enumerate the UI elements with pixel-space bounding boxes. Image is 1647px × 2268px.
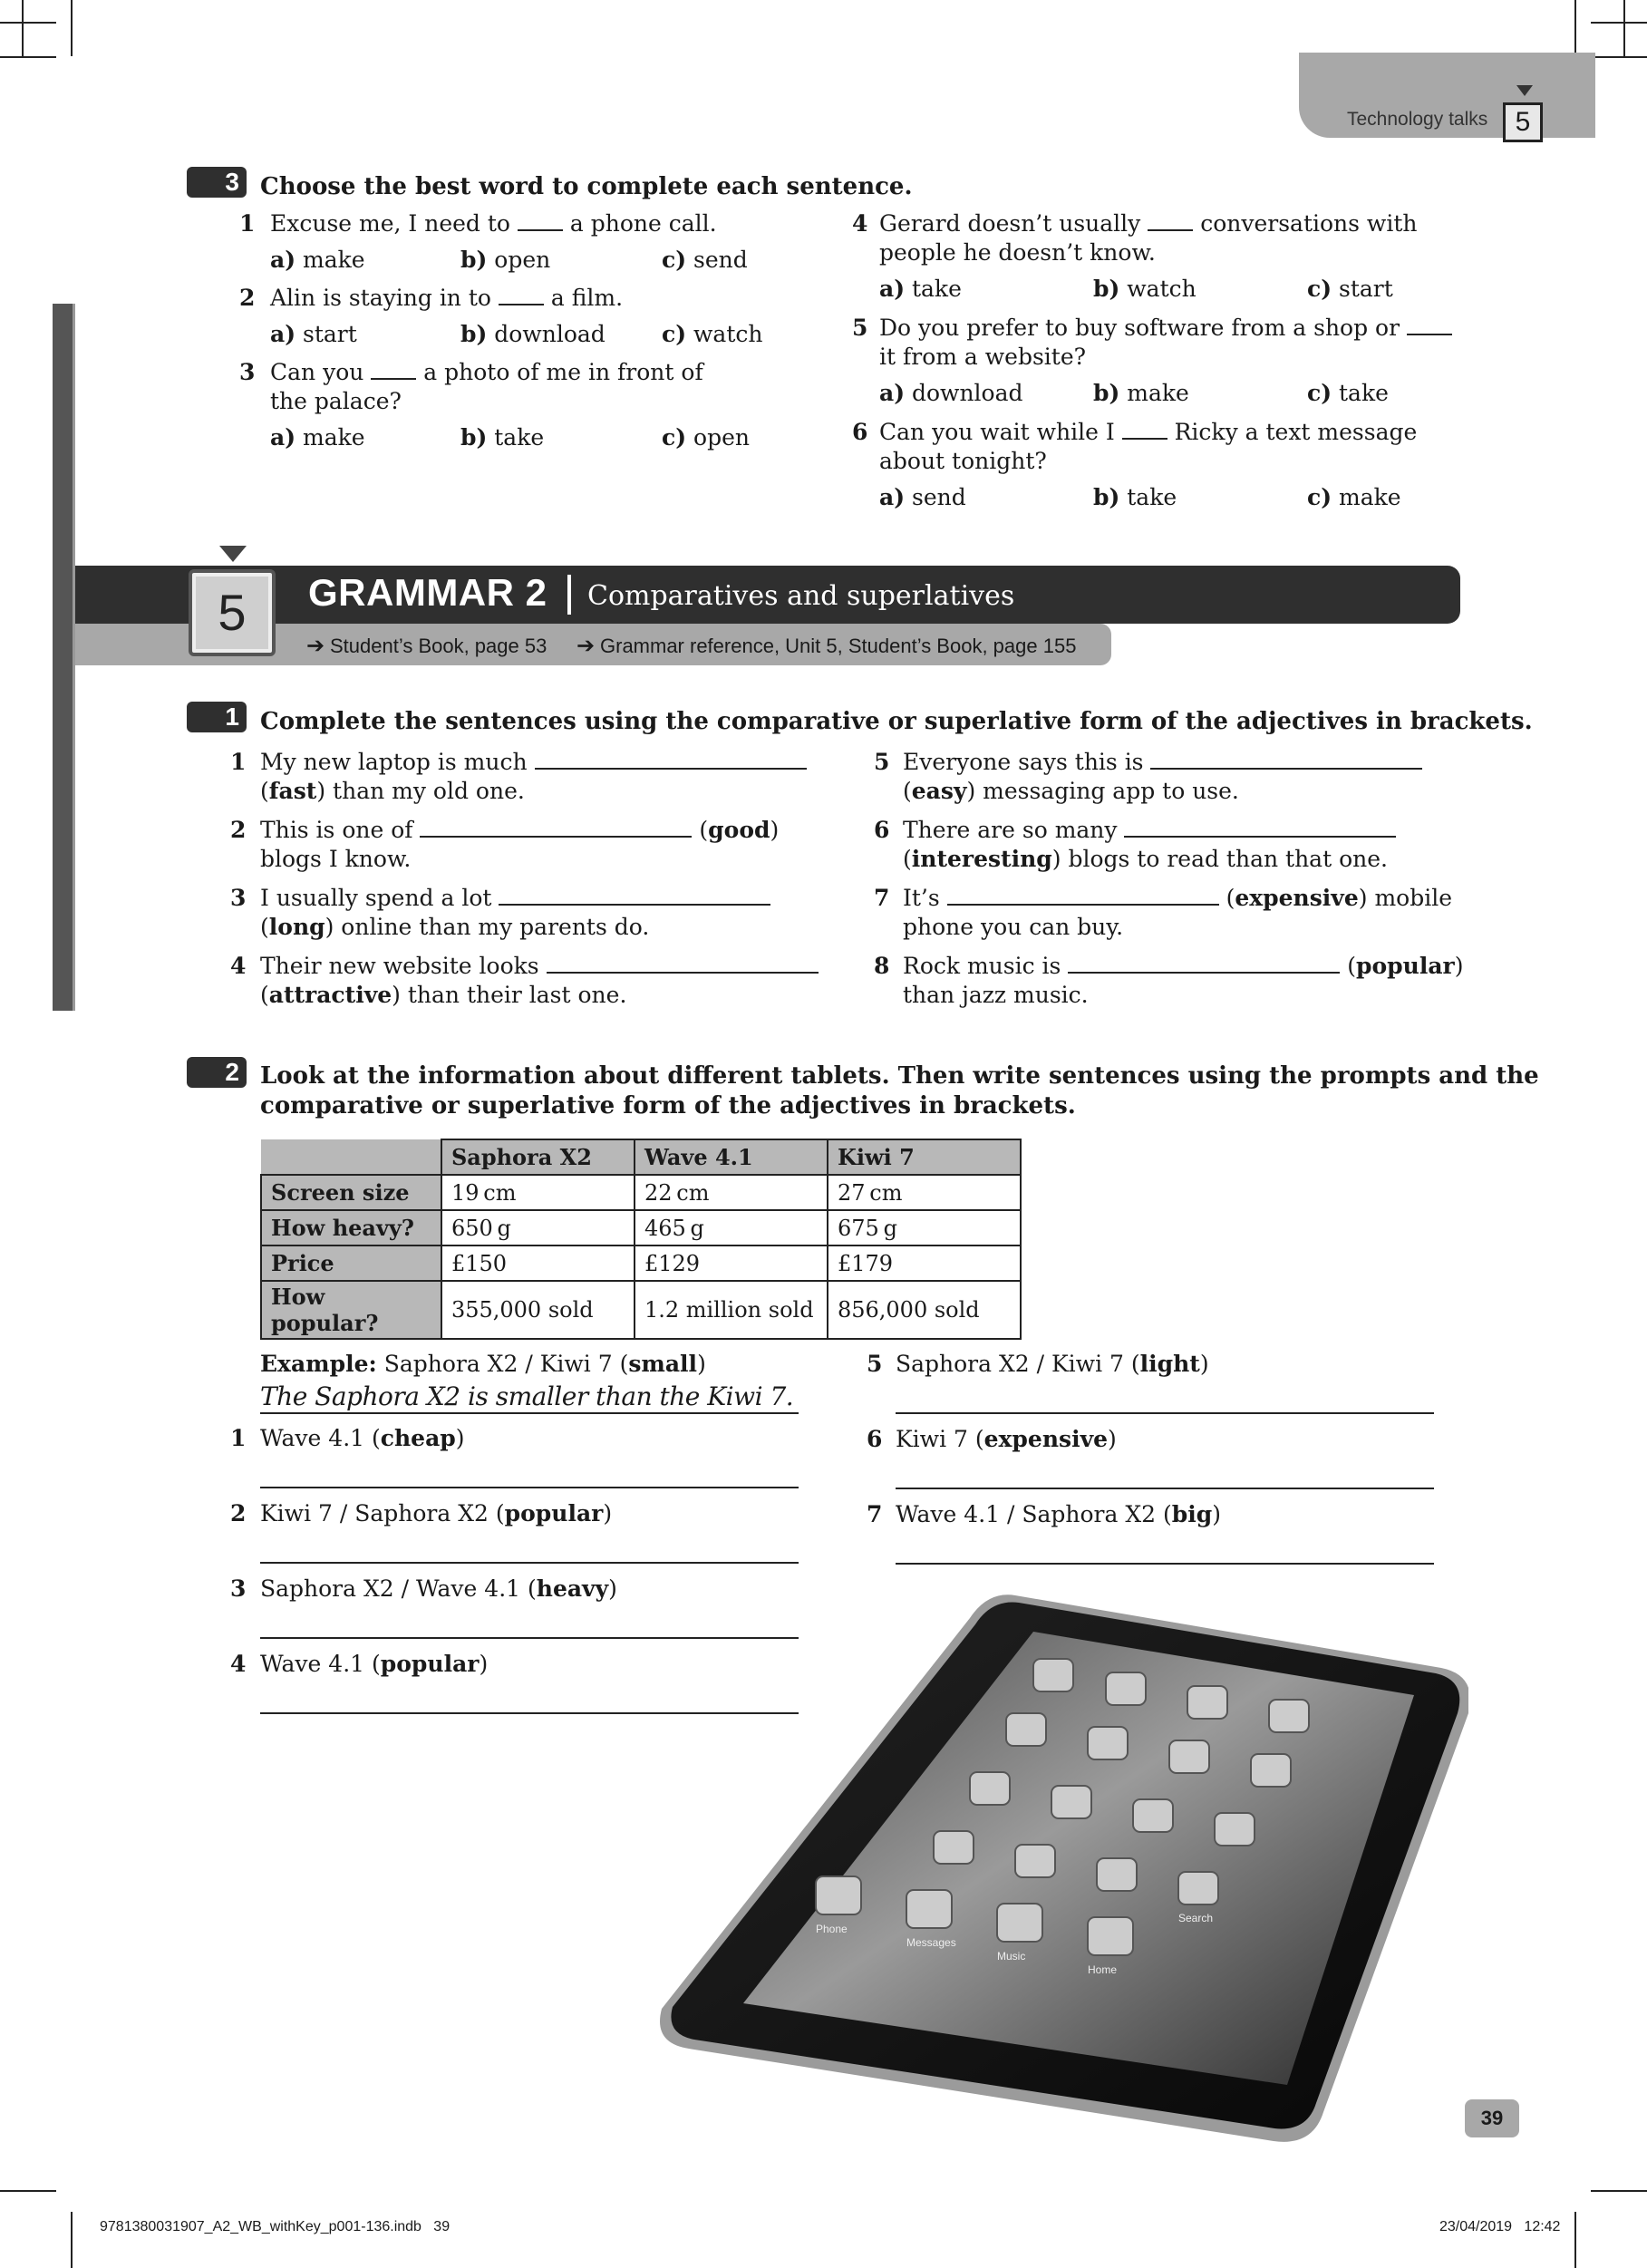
option-text: take — [1339, 380, 1389, 406]
option-text: make — [302, 247, 365, 273]
close-bracket: ) — [1108, 1426, 1117, 1452]
item-number: 2 — [230, 1500, 247, 1527]
adjective: popular — [1356, 953, 1455, 979]
option-c[interactable] — [1307, 274, 1393, 305]
option-letter: a) — [879, 276, 906, 302]
option-letter: a) — [270, 424, 296, 451]
grammar-ref: Grammar reference, Unit 5, Student’s Book, page 155 — [600, 635, 1077, 657]
sentence-start: It’s — [903, 885, 947, 911]
item-sentence — [879, 208, 1417, 239]
option-text: open — [693, 424, 750, 451]
sentence-start: Everyone says this is — [903, 749, 1151, 775]
item-sentence — [879, 417, 1417, 448]
row-header: Screen size — [261, 1175, 441, 1210]
search-icon-label: Search — [1178, 1912, 1214, 1924]
option-letter: b) — [460, 321, 488, 347]
sentence-end: blogs I know. — [260, 846, 412, 872]
sentence-end: ) online than my parents do. — [325, 914, 650, 940]
table-row — [261, 1281, 1021, 1339]
title-divider — [567, 575, 571, 615]
item-sentence — [879, 313, 1452, 344]
sentence-start: Their new website looks — [260, 953, 547, 979]
column-header: Kiwi 7 — [828, 1139, 1021, 1175]
option-text: take — [1127, 484, 1177, 510]
option-letter: b) — [460, 424, 488, 451]
option-text: make — [1127, 380, 1189, 406]
banner-arrow-icon — [219, 546, 247, 562]
ref-arrow-icon: ➔ — [576, 634, 596, 658]
example-label: Example: — [260, 1351, 377, 1377]
adjective: easy — [911, 778, 967, 804]
answer-blank[interactable] — [547, 972, 819, 974]
close-bracket: ) — [770, 817, 780, 843]
example-prompt — [260, 1349, 706, 1380]
item-sentence-line2 — [260, 844, 411, 875]
gap-blank — [1407, 334, 1452, 335]
item-number: 4 — [852, 210, 868, 237]
item-sentence-line2: the palace? — [270, 388, 402, 414]
answer-blank[interactable] — [1124, 836, 1396, 838]
item-number: 5 — [874, 749, 890, 775]
prompt-text: Kiwi 7 ( — [896, 1426, 984, 1452]
item-sentence-line2 — [260, 912, 649, 943]
open-bracket: ( — [1340, 953, 1357, 979]
answer-line[interactable] — [896, 1412, 1434, 1414]
open-bracket: ( — [692, 817, 709, 843]
option-letter: a) — [270, 247, 296, 273]
exercise-instruction-line2: comparative or superlative form of the adjectives in brackets. — [260, 1092, 1076, 1119]
item-sentence — [903, 951, 1463, 982]
item-sentence — [260, 883, 770, 914]
sentence-end: ) messaging app to use. — [966, 778, 1239, 804]
option-b[interactable] — [1093, 274, 1196, 305]
answer-blank[interactable] — [1068, 972, 1340, 974]
answer-line[interactable] — [896, 1488, 1434, 1489]
gap-blank — [499, 304, 544, 305]
option-letter: a) — [879, 484, 906, 510]
option-c[interactable] — [662, 319, 762, 350]
crop-mark — [71, 2212, 73, 2268]
item-sentence-line2: people he doesn’t know. — [879, 239, 1156, 266]
item-number: 2 — [239, 285, 256, 311]
option-c[interactable] — [1307, 378, 1389, 409]
option-letter: c) — [1307, 380, 1332, 406]
crop-mark — [1591, 2190, 1647, 2192]
gap-blank — [1148, 229, 1193, 231]
crop-mark — [71, 0, 73, 56]
item-number: 7 — [867, 1501, 883, 1527]
ref-arrow-icon: ➔ — [306, 634, 325, 658]
prompt-text: Saphora X2 / Wave 4.1 ( — [260, 1575, 537, 1602]
close-bracket: ) — [603, 1500, 613, 1527]
adjective: popular — [380, 1651, 480, 1677]
sentence-start: My new laptop is much — [260, 749, 535, 775]
table-cell: 675 g — [828, 1210, 1021, 1245]
option-letter: b) — [1093, 484, 1120, 510]
sentence-end: Ricky a text message — [1167, 419, 1418, 445]
example-answer: The Saphora X2 is smaller than the Kiwi 7. — [260, 1381, 794, 1411]
option-c[interactable] — [662, 245, 748, 276]
sentence-end: than jazz music. — [903, 982, 1089, 1008]
item-number: 5 — [852, 315, 868, 341]
close-bracket: ) mobile — [1358, 885, 1452, 911]
table-cell: £150 — [441, 1245, 635, 1281]
exercise-number: 1 — [187, 702, 247, 732]
option-a[interactable] — [879, 274, 962, 305]
table-cell: £129 — [635, 1245, 828, 1281]
footer-file: 9781380031907_A2_WB_withKey_p001-136.indb 39 — [100, 2219, 451, 2234]
crop-mark — [22, 0, 24, 56]
item-prompt — [896, 1349, 1209, 1380]
answer-blank[interactable] — [535, 768, 807, 770]
sentence-start: There are so many — [903, 817, 1125, 843]
sentence-end: ) blogs to read than that one. — [1051, 846, 1388, 872]
sentence-start: This is one of — [260, 817, 421, 843]
answer-blank[interactable] — [947, 904, 1219, 906]
grammar-subtitle: Comparatives and superlatives — [587, 580, 1015, 612]
adjective: light — [1139, 1351, 1200, 1377]
option-a[interactable] — [879, 482, 966, 513]
option-letter: c) — [1307, 276, 1332, 302]
option-letter: b) — [460, 247, 488, 273]
crop-mark — [0, 2190, 56, 2192]
close-bracket: ) — [697, 1351, 706, 1377]
item-sentence-line2 — [260, 980, 626, 1011]
option-text: make — [1339, 484, 1401, 510]
option-letter: b) — [1093, 276, 1120, 302]
sentence-end: conversations with — [1193, 210, 1418, 237]
option-letter: c) — [662, 247, 687, 273]
option-b[interactable] — [460, 422, 544, 453]
item-sentence — [903, 883, 1452, 914]
item-sentence-line2 — [903, 912, 1123, 943]
open-bracket: ( — [1218, 885, 1235, 911]
item-number: 3 — [230, 885, 247, 911]
option-b[interactable] — [460, 245, 550, 276]
item-sentence — [270, 208, 717, 239]
prompt-text: Wave 4.1 ( — [260, 1651, 381, 1677]
item-prompt — [260, 1423, 465, 1454]
gap-blank — [1122, 438, 1167, 440]
option-a[interactable] — [270, 245, 365, 276]
table-cell: 355,000 sold — [441, 1281, 635, 1339]
table-corner — [261, 1139, 441, 1175]
crop-mark — [1623, 0, 1625, 56]
item-number: 7 — [874, 885, 890, 911]
adjective: good — [708, 817, 770, 843]
item-number: 2 — [230, 817, 247, 843]
sentence-start: Can you wait while I — [879, 419, 1122, 445]
item-number: 1 — [230, 1425, 247, 1451]
open-bracket: ( — [260, 914, 269, 940]
item-number: 4 — [230, 953, 247, 979]
option-letter: c) — [1307, 484, 1332, 510]
answer-blank[interactable] — [1150, 768, 1422, 770]
sentence-end: a phone call. — [562, 210, 717, 237]
option-c[interactable] — [662, 422, 750, 453]
adjective: attractive — [268, 982, 392, 1008]
prompt-text: Wave 4.1 / Saphora X2 ( — [896, 1501, 1172, 1527]
option-c[interactable] — [1307, 482, 1401, 513]
exercise-instruction: Complete the sentences using the comparative or superlative form of the adjectives in brackets. — [260, 708, 1533, 735]
sentence-start: Do you prefer to buy software from a shop or — [879, 315, 1407, 341]
adjective: expensive — [983, 1426, 1109, 1452]
music-icon-label: Music — [997, 1950, 1026, 1963]
tablet-image — [635, 1577, 1468, 2157]
item-sentence — [260, 747, 807, 778]
crop-mark — [1591, 22, 1647, 24]
crop-mark — [1574, 0, 1576, 56]
option-b[interactable] — [460, 319, 606, 350]
item-sentence-line2: it from a website? — [879, 344, 1087, 370]
adjective: interesting — [911, 846, 1052, 872]
adjective: long — [268, 914, 325, 940]
example-adjective: small — [628, 1351, 698, 1377]
option-text: download — [911, 380, 1023, 406]
adjective: fast — [268, 778, 317, 804]
answer-line[interactable] — [260, 1487, 799, 1488]
option-b[interactable] — [1093, 378, 1189, 409]
exercise-number: 2 — [187, 1057, 247, 1088]
sentence-end: ) than their last one. — [392, 982, 627, 1008]
item-sentence-line2 — [903, 844, 1388, 875]
prompt-text: Kiwi 7 / Saphora X2 ( — [260, 1500, 505, 1527]
crop-mark — [1574, 2212, 1576, 2268]
close-bracket: ) — [455, 1425, 465, 1451]
item-sentence-line2 — [260, 776, 525, 807]
row-header: How heavy? — [261, 1210, 441, 1245]
phone-icon-label: Phone — [816, 1923, 848, 1935]
grammar-title: GRAMMAR 2 — [308, 571, 547, 614]
answer-line[interactable] — [896, 1563, 1434, 1565]
item-number: 3 — [230, 1575, 247, 1602]
sentence-start: Gerard doesn’t usually — [879, 210, 1148, 237]
table-cell: 22 cm — [635, 1175, 828, 1210]
gap-blank — [371, 378, 416, 380]
item-number: 8 — [874, 953, 890, 979]
item-prompt — [260, 1574, 617, 1604]
option-letter: a) — [879, 380, 906, 406]
option-a[interactable] — [270, 422, 365, 453]
table-cell: 19 cm — [441, 1175, 635, 1210]
prompt-text: Saphora X2 / Kiwi 7 ( — [896, 1351, 1140, 1377]
adjective: heavy — [536, 1575, 609, 1602]
close-bracket: ) — [1212, 1501, 1221, 1527]
column-header: Saphora X2 — [441, 1139, 635, 1175]
gap-blank — [518, 229, 563, 231]
option-letter: c) — [662, 321, 687, 347]
item-sentence-line2: about tonight? — [879, 448, 1047, 474]
option-text: take — [911, 276, 962, 302]
sentence-start: Excuse me, I need to — [270, 210, 518, 237]
item-sentence — [903, 747, 1422, 778]
item-number: 1 — [239, 210, 256, 237]
option-text: send — [693, 247, 748, 273]
item-sentence-line2 — [903, 776, 1239, 807]
item-prompt — [896, 1499, 1221, 1530]
item-prompt — [260, 1498, 612, 1529]
item-sentence — [260, 815, 779, 846]
footer-date: 23/04/2019 12:42 — [1439, 2219, 1561, 2234]
answer-blank[interactable] — [420, 836, 692, 838]
item-number: 3 — [239, 359, 256, 385]
sentence-end: a film. — [543, 285, 624, 311]
exercise-number: 3 — [187, 167, 247, 198]
item-sentence — [903, 815, 1396, 846]
answer-line[interactable] — [260, 1562, 799, 1564]
example-prompt-text: Saphora X2 / Kiwi 7 ( — [383, 1351, 629, 1377]
messages-icon-label: Messages — [906, 1936, 956, 1949]
item-number: 1 — [230, 749, 247, 775]
unit-badge: 5 — [1503, 102, 1543, 142]
adjective: big — [1171, 1501, 1213, 1527]
sentence-start: Can you — [270, 359, 372, 385]
close-bracket: ) — [608, 1575, 617, 1602]
option-b[interactable] — [1093, 482, 1177, 513]
option-text: send — [911, 484, 966, 510]
answer-blank[interactable] — [499, 904, 770, 906]
table-cell: £179 — [828, 1245, 1021, 1281]
option-text: download — [494, 321, 606, 347]
option-a[interactable] — [270, 319, 357, 350]
table-cell: 27 cm — [828, 1175, 1021, 1210]
item-sentence — [270, 357, 703, 388]
table-row — [261, 1210, 1021, 1245]
option-text: make — [302, 424, 365, 451]
option-text: open — [494, 247, 551, 273]
crop-mark — [0, 56, 56, 58]
option-a[interactable] — [879, 378, 1023, 409]
close-bracket: ) — [479, 1651, 489, 1677]
close-bracket: ) — [1454, 953, 1464, 979]
table-cell: 856,000 sold — [828, 1281, 1021, 1339]
option-letter: b) — [1093, 380, 1120, 406]
sentence-start: Alin is staying in to — [270, 285, 499, 311]
item-prompt — [896, 1424, 1117, 1455]
exercise-instruction: Choose the best word to complete each sentence. — [260, 173, 913, 200]
item-number: 6 — [852, 419, 868, 445]
crop-mark — [1591, 56, 1647, 58]
open-bracket: ( — [260, 982, 269, 1008]
item-sentence — [270, 283, 623, 314]
open-bracket: ( — [903, 846, 912, 872]
option-letter: a) — [270, 321, 296, 347]
page-number: 39 — [1465, 2099, 1519, 2137]
sentence-start: Rock music is — [903, 953, 1069, 979]
item-sentence-line2 — [903, 980, 1089, 1011]
item-sentence — [260, 951, 819, 982]
item-number: 5 — [867, 1351, 883, 1377]
option-text: watch — [1127, 276, 1196, 302]
item-number: 6 — [874, 817, 890, 843]
prompt-text: Wave 4.1 ( — [260, 1425, 381, 1451]
table-cell: 1.2 million sold — [635, 1281, 828, 1339]
close-bracket: ) — [1199, 1351, 1209, 1377]
exercise-instruction-line1: Look at the information about different tablets. Then write sentences using the prompts and the — [260, 1062, 1539, 1090]
option-text: start — [1339, 276, 1393, 302]
option-text: watch — [693, 321, 763, 347]
student-book-ref: Student’s Book, page 53 — [330, 635, 547, 657]
option-text: start — [302, 321, 357, 347]
open-bracket: ( — [903, 778, 912, 804]
option-text: take — [494, 424, 545, 451]
item-number: 4 — [230, 1651, 247, 1677]
tablet-comparison-table — [260, 1139, 1022, 1340]
sentence-end: ) than my old one. — [316, 778, 525, 804]
margin-bar — [53, 304, 73, 1011]
adjective: cheap — [380, 1425, 456, 1451]
adjective: popular — [504, 1500, 604, 1527]
section-title: Technology talks — [1347, 109, 1488, 130]
sentence-end: a photo of me in front of — [416, 359, 703, 385]
unit-arrow-icon — [1516, 85, 1533, 96]
table-header-row — [261, 1139, 1021, 1175]
column-header: Wave 4.1 — [635, 1139, 828, 1175]
answer-line — [260, 1412, 799, 1414]
table-cell: 650 g — [441, 1210, 635, 1245]
home-icon-label: Home — [1088, 1963, 1118, 1976]
option-letter: c) — [662, 424, 687, 451]
table-row — [261, 1175, 1021, 1210]
item-prompt — [260, 1649, 488, 1680]
table-row — [261, 1245, 1021, 1281]
row-header: How popular? — [261, 1281, 441, 1339]
sentence-end: phone you can buy. — [903, 914, 1124, 940]
open-bracket: ( — [260, 778, 269, 804]
item-number: 6 — [867, 1426, 883, 1452]
crop-mark — [0, 22, 56, 24]
grammar-unit-number: 5 — [218, 584, 247, 641]
row-header: Price — [261, 1245, 441, 1281]
sentence-start: I usually spend a lot — [260, 885, 499, 911]
adjective: expensive — [1235, 885, 1359, 911]
table-cell: 465 g — [635, 1210, 828, 1245]
